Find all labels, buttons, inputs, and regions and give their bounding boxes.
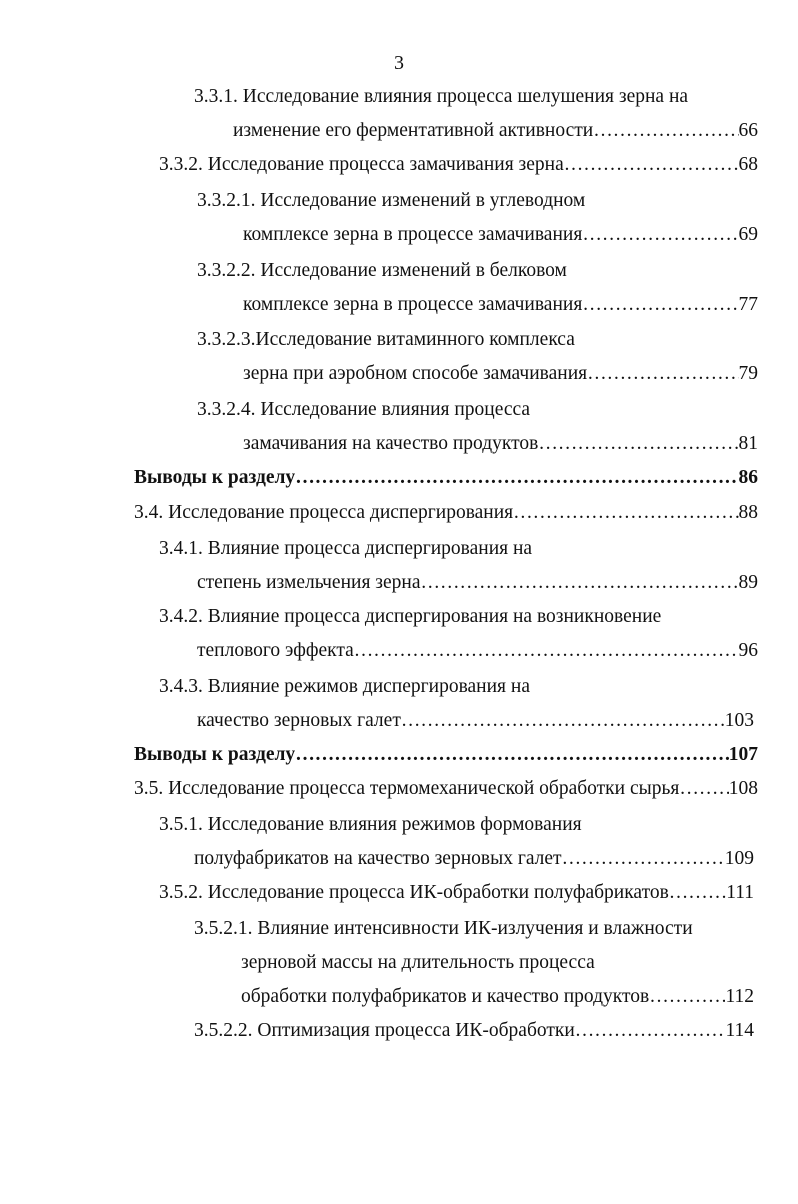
toc-entry-3-4-1-title-line-1: 3.4.1. Влияние процесса диспергирования на [159, 538, 533, 559]
toc-entry-3-4-3-title-line-1: 3.4.3. Влияние режимов диспергирования на [159, 676, 530, 697]
toc-entry-title-line: Выводы к разделу [134, 744, 296, 765]
toc-entry-3-4-2-title-line-1: 3.4.2. Влияние процесса диспергирования на возникновение [159, 606, 662, 627]
toc-entry-3-5-2-1-title-line-2: зерновой массы на длительность процесса [241, 952, 595, 973]
toc-entry-3-5 [134, 776, 758, 802]
dot-leader [562, 846, 725, 872]
dot-leader [649, 984, 725, 1010]
dot-leader [582, 292, 738, 318]
toc-entry-3-3-2-1-final-line [243, 222, 758, 248]
dot-leader [587, 361, 738, 387]
toc-entry-title-line: 3.5. Исследование процесса термомеханической обработки сырья [134, 778, 680, 799]
page-ref: 112 [725, 986, 754, 1007]
toc-entry-3-3-2-1-title-line-1: 3.3.2.1. Исследование изменений в углеводном [197, 190, 586, 211]
toc-entry-3-3-2-2-title-line-1: 3.3.2.2. Исследование изменений в белковом [197, 260, 567, 281]
toc-entry-3-3-2-4-title-line-1: 3.3.2.4. Исследование влияния процесса [197, 399, 531, 420]
dot-leader [669, 880, 726, 906]
toc-entry-3-4-1-final-line [197, 570, 758, 596]
dot-leader [354, 638, 739, 664]
page-ref: 89 [738, 572, 758, 593]
dot-leader [679, 776, 728, 802]
toc-entry-3-3-1-title-line-1: 3.3.1. Исследование влияния процесса шелушения зерна на [194, 86, 689, 107]
toc-entry-3-4-2-final-line [197, 638, 758, 664]
page-ref: 103 [724, 710, 754, 731]
toc-entry-title-line: комплексе зерна в процессе замачивания [243, 224, 583, 245]
toc-entry-title-line: степень измельчения зерна [197, 572, 421, 593]
page-ref: 111 [726, 882, 754, 903]
dot-leader [295, 742, 729, 768]
page-ref: 108 [728, 778, 758, 799]
page-ref: 96 [738, 640, 758, 661]
toc-entry-title-line: полуфабрикатов на качество зерновых галет [194, 848, 562, 869]
dot-leader [513, 500, 738, 526]
page-number: 3 [394, 52, 404, 74]
toc-entry-title-line: 3.5.2. Исследование процесса ИК-обработки полуфабрикатов [159, 882, 669, 903]
toc-entry-3-5-2-1-final-line [241, 984, 754, 1010]
toc-entry-title-line: 3.4. Исследование процесса диспергирования [134, 502, 514, 523]
dot-leader [538, 431, 738, 457]
toc-entry-3-5-2 [159, 880, 754, 906]
toc-entry-3-3-1-final-line [233, 118, 758, 144]
toc-entry-3-5-1-final-line [194, 846, 754, 872]
toc-entry-conclusions-1 [134, 465, 758, 491]
toc-entry-3-5-1-title-line-1: 3.5.1. Исследование влияния режимов формования [159, 814, 582, 835]
dot-leader [593, 118, 738, 144]
toc-entry-title-line: 3.3.2. Исследование процесса замачивания зерна [159, 154, 564, 175]
toc-entry-title-line: теплового эффекта [197, 640, 354, 661]
toc-entry-title-line: обработки полуфабрикатов и качество продуктов [241, 986, 650, 1007]
page-ref: 66 [738, 120, 758, 141]
toc-entry-title-line: 3.5.2.2. Оптимизация процесса ИК-обработки [194, 1020, 575, 1041]
toc-entry-3-4-3-final-line [197, 708, 754, 734]
toc-entry-conclusions-2 [134, 742, 758, 768]
toc-entry-3-5-2-2 [194, 1018, 754, 1044]
page-ref: 77 [738, 294, 758, 315]
toc-entry-3-3-2-3-title-line-1: 3.3.2.3.Исследование витаминного комплекса [197, 329, 575, 350]
dot-leader [421, 570, 739, 596]
page-ref: 79 [738, 363, 758, 384]
dot-leader [564, 152, 739, 178]
toc-entry-title-line: изменение его ферментативной активности [233, 120, 594, 141]
page-ref: 109 [724, 848, 754, 869]
toc-entry-3-4 [134, 500, 758, 526]
page-ref: 107 [728, 744, 758, 765]
toc-entry-title-line: замачивания на качество продуктов [243, 433, 539, 454]
page-ref: 69 [738, 224, 758, 245]
dot-leader [575, 1018, 726, 1044]
page-ref: 88 [738, 502, 758, 523]
toc-entry-title-line: качество зерновых галет [197, 710, 401, 731]
page-ref: 114 [725, 1020, 754, 1041]
toc-entry-3-5-2-1-title-line-1: 3.5.2.1. Влияние интенсивности ИК-излучения и влажности [194, 918, 693, 939]
page-ref: 81 [738, 433, 758, 454]
dot-leader [582, 222, 738, 248]
toc-entry-3-3-2-4-final-line [243, 431, 758, 457]
toc-entry-title-line: комплексе зерна в процессе замачивания [243, 294, 583, 315]
page-ref: 68 [738, 154, 758, 175]
dot-leader [295, 465, 738, 491]
dot-leader [401, 708, 725, 734]
page-ref: 86 [738, 467, 758, 488]
toc-entry-3-3-2-2-final-line [243, 292, 758, 318]
toc-entry-3-3-2 [159, 152, 758, 178]
toc-entry-title-line: зерна при аэробном способе замачивания [243, 363, 588, 384]
toc-entry-title-line: Выводы к разделу [134, 467, 296, 488]
toc-entry-3-3-2-3-final-line [243, 361, 758, 387]
